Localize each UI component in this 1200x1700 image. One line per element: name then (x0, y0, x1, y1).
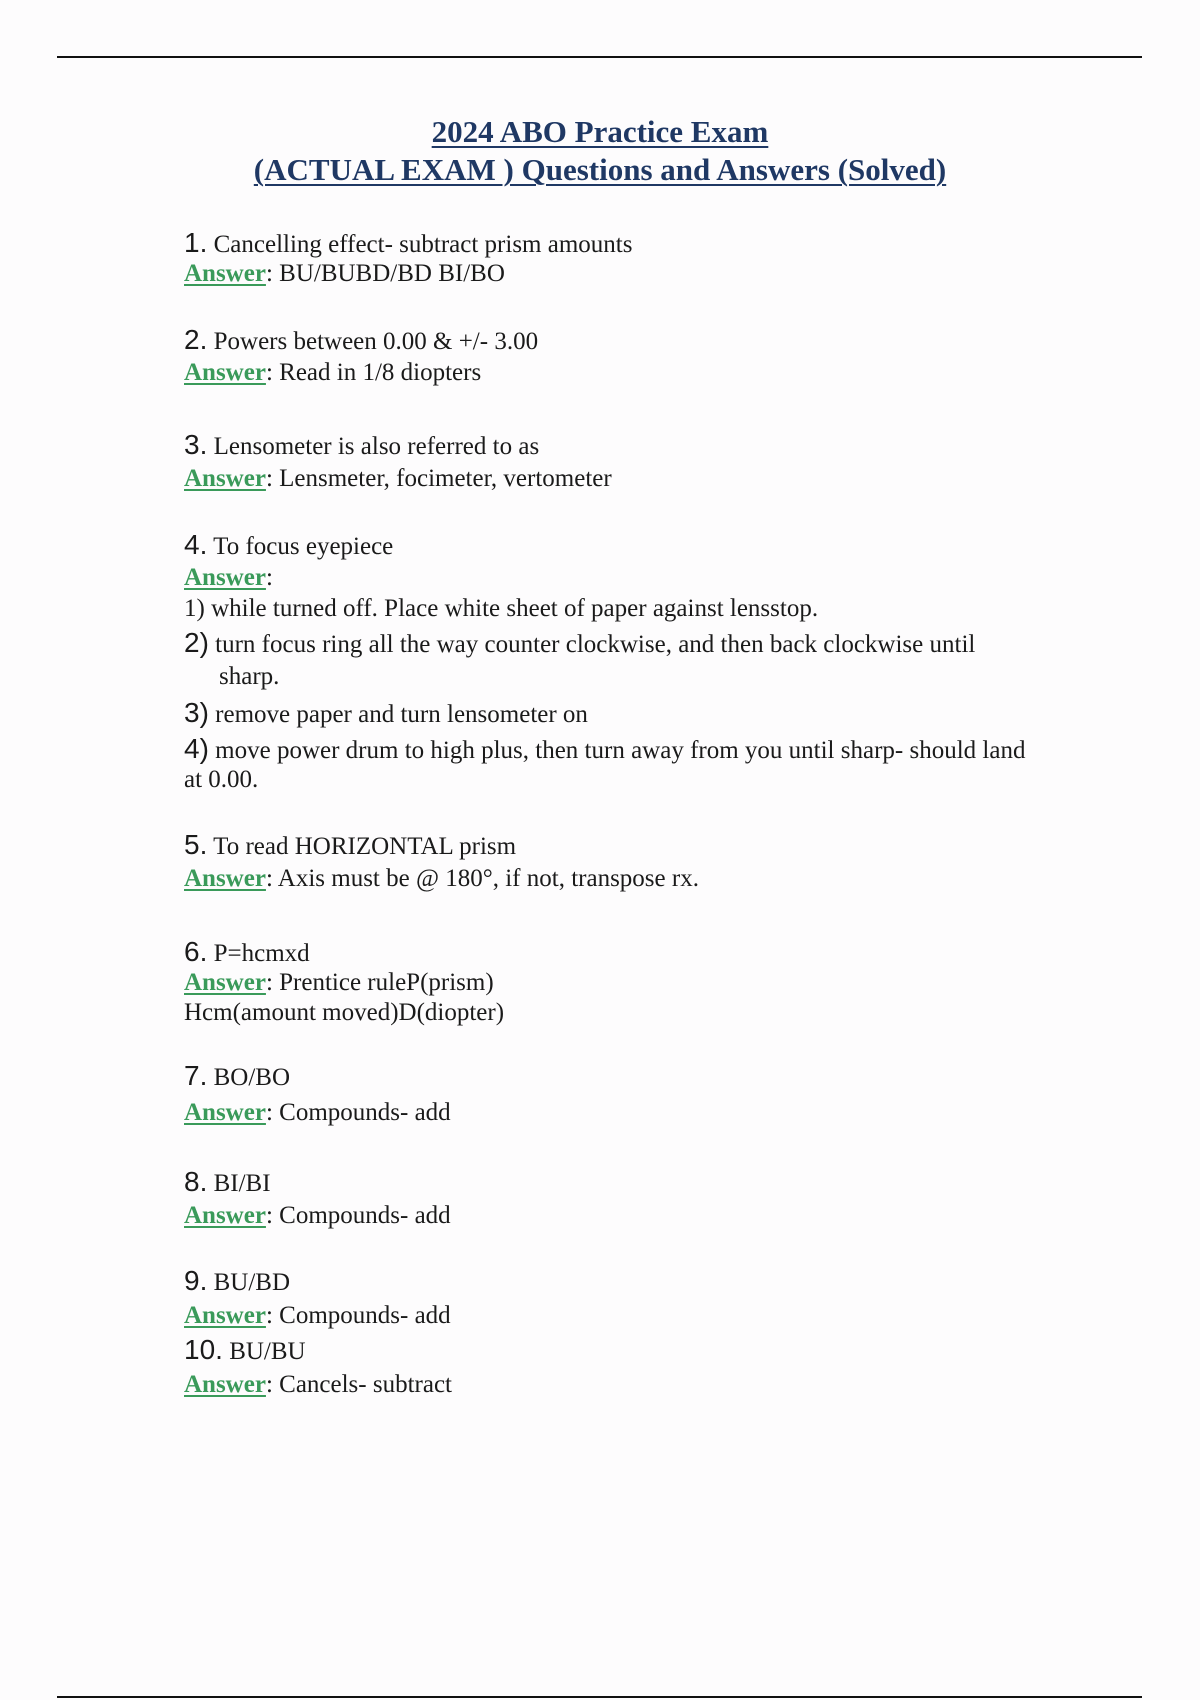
answer-7: Answer: Compounds- add (184, 1099, 451, 1126)
step-4: 4) move power drum to high plus, then turn away from you until sharp- should land (184, 733, 1026, 764)
answer-label: Answer (184, 465, 266, 492)
question-6: 6. P=hcmxd (184, 936, 310, 967)
answer-10: Answer: Cancels- subtract (184, 1371, 452, 1398)
answer-label: Answer (184, 564, 266, 591)
step-3: 3) remove paper and turn lensometer on (184, 697, 588, 728)
answer-8: Answer: Compounds- add (184, 1202, 451, 1229)
question-9: 9. BU/BD (184, 1265, 291, 1296)
top-rule (57, 56, 1142, 58)
document-subtitle: (ACTUAL EXAM ) Questions and Answers (Solved) (253, 152, 947, 187)
step-2-continued: sharp. (219, 663, 280, 690)
answer-label: Answer (184, 1302, 266, 1329)
answer-label: Answer (184, 1371, 266, 1398)
answer-6-continued: Hcm(amount moved)D(diopter) (184, 999, 505, 1026)
answer-5: Answer: Axis must be @ 180°, if not, transpose rx. (184, 865, 699, 892)
bottom-rule (57, 1696, 1142, 1698)
question-2: 2. Powers between 0.00 & +/- 3.00 (184, 324, 539, 355)
question-4: 4. To focus eyepiece (184, 529, 394, 560)
step-4-continued: at 0.00. (184, 766, 259, 793)
answer-1: Answer: BU/BUBD/BD BI/BO (184, 260, 505, 287)
answer-label: Answer (184, 969, 266, 996)
answer-4: Answer: (184, 564, 273, 591)
answer-label: Answer (184, 359, 266, 386)
answer-label: Answer (184, 260, 266, 287)
step-2: 2) turn focus ring all the way counter clockwise, and then back clockwise until (184, 627, 976, 658)
answer-label: Answer (184, 1099, 266, 1126)
answer-label: Answer (184, 1202, 266, 1229)
question-1: 1. Cancelling effect- subtract prism amounts (184, 227, 633, 258)
document-title: 2024 ABO Practice Exam (431, 114, 769, 149)
answer-3: Answer: Lensmeter, focimeter, vertometer (184, 465, 612, 492)
question-5: 5. To read HORIZONTAL prism (184, 829, 517, 860)
answer-label: Answer (184, 865, 266, 892)
answer-9: Answer: Compounds- add (184, 1302, 451, 1329)
answer-2: Answer: Read in 1/8 diopters (184, 359, 482, 386)
question-10: 10. BU/BU (184, 1334, 306, 1365)
question-7: 7. BO/BO (184, 1060, 291, 1091)
question-8: 8. BI/BI (184, 1166, 271, 1197)
question-3: 3. Lensometer is also referred to as (184, 429, 540, 460)
answer-6: Answer: Prentice ruleP(prism) (184, 969, 494, 996)
step-1: 1) while turned off. Place white sheet of paper against lensstop. (184, 595, 819, 622)
